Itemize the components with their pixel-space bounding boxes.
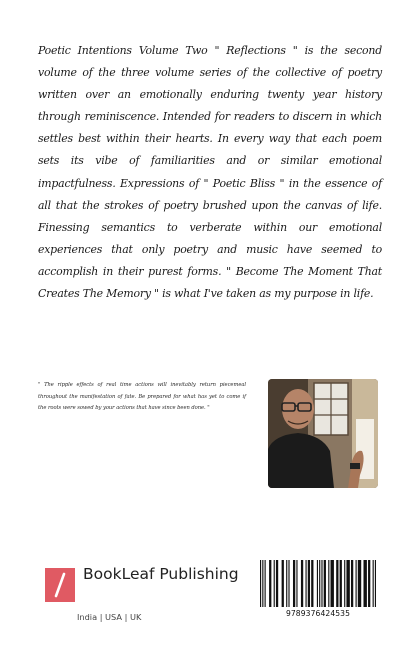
barcode-bar: [308, 560, 310, 607]
barcode-bar: [317, 560, 318, 607]
barcode-bar: [305, 560, 306, 607]
barcode-bar: [368, 560, 370, 607]
barcode-bar: [276, 560, 278, 607]
barcode-bar: [373, 560, 374, 607]
barcode-bar: [340, 560, 342, 607]
publisher-name: BookLeaf Publishing: [83, 565, 239, 583]
barcode-bar: [336, 560, 338, 607]
barcode-bar: [293, 560, 295, 607]
author-photo: [268, 379, 378, 488]
barcode-bar: [328, 560, 329, 607]
barcode-bar: [282, 560, 284, 607]
leaf-slash-icon: [45, 568, 75, 602]
barcode-bar: [319, 560, 320, 607]
barcode-bar: [358, 560, 361, 607]
barcode-bar: [375, 560, 376, 607]
barcode-bar: [351, 560, 353, 607]
barcode-bar: [288, 560, 289, 607]
barcode-bar: [311, 560, 313, 607]
barcode-bar: [269, 560, 271, 607]
barcode-bar: [260, 560, 261, 607]
barcode-bar: [286, 560, 287, 607]
barcode-bar: [324, 560, 326, 607]
barcode-bar: [346, 560, 349, 607]
author-quote: " The ripple effects of real time actions will inevitably return piecemeal throughout the manifestation of fate. Be prepared for what has yet to come if the roots were sowed by your actions that have since been done. ": [38, 382, 246, 412]
barcode-bar: [344, 560, 345, 607]
barcode-bar: [356, 560, 357, 607]
barcode-bar: [363, 560, 366, 607]
barcode-bar: [331, 560, 334, 607]
barcode-bar: [274, 560, 275, 607]
barcode-bar: [301, 560, 303, 607]
barcode-bar: [262, 560, 263, 607]
publisher-countries: India | USA | UK: [77, 612, 142, 622]
barcode-bar: [265, 560, 266, 607]
barcode-bar: [296, 560, 297, 607]
barcode-bar: [321, 560, 322, 607]
isbn-number: 9789376424535: [285, 609, 351, 618]
publisher-logo: [45, 565, 239, 628]
back-cover-blurb: Poetic Intentions Volume Two " Reflections " is the second volume of the three volume series of the collective of poetry written over an emotionally enduring twenty year history through reminiscence. Intended for readers to discern in which settles best within their hearts. In every way that each poem sets its vibe of familiarities and or similar emotional impactfulness. Expressions of " Poetic Bliss " in the essence of all that the strokes of poetry brushed upon the canvas of life. Finessing semantics to verberate within our emotional experiences that only poetry and music have seemed to accomplish in their purest forms. " Become The Moment That Creates The Memory " is what I've taken as my purpose in life.: [38, 44, 382, 301]
